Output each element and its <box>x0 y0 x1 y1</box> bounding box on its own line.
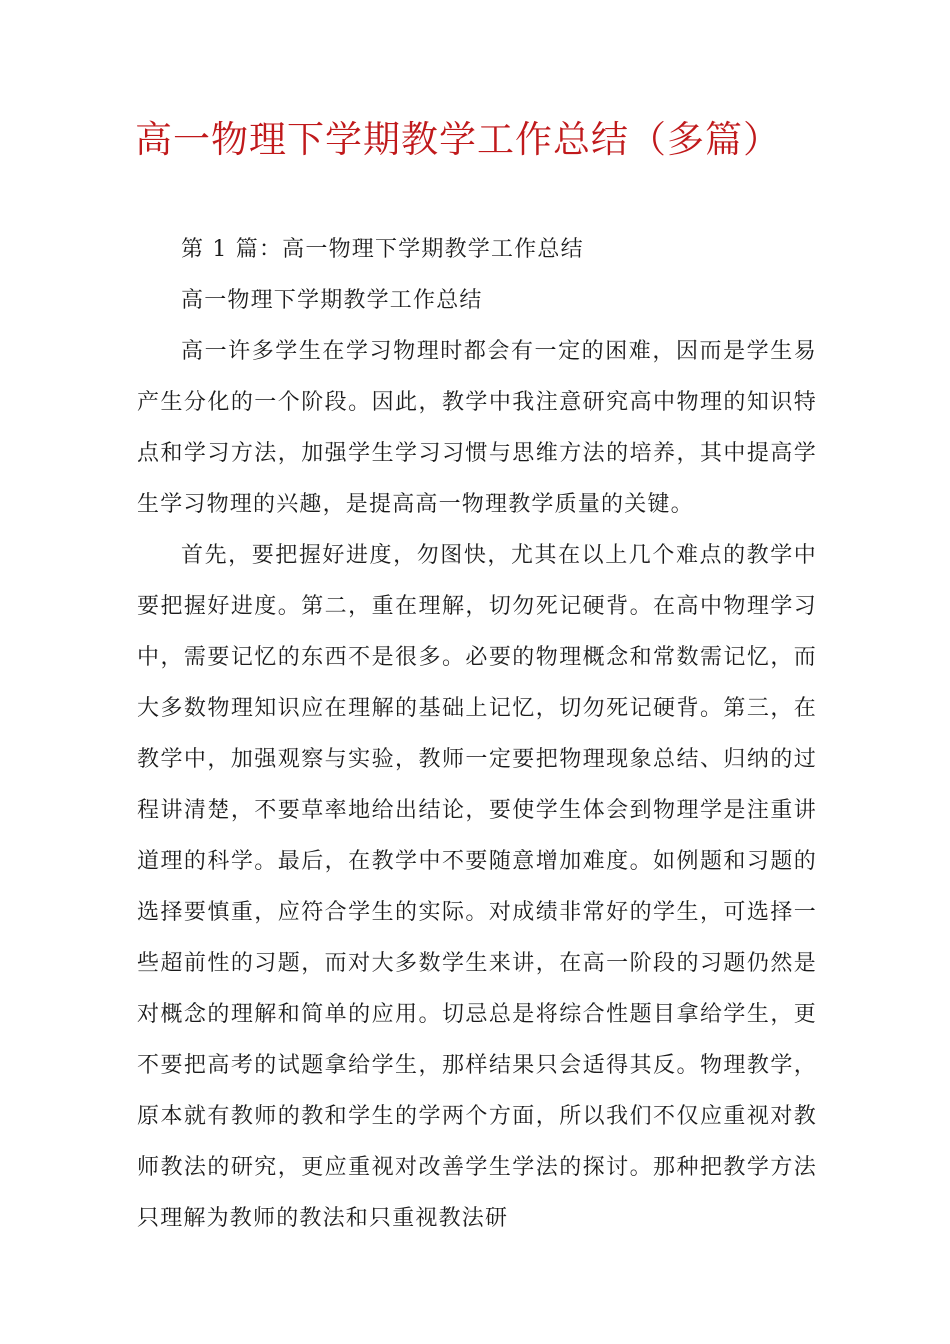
section-heading: 第 1 篇：高一物理下学期教学工作总结 <box>181 237 584 262</box>
document-title: 高一物理下学期教学工作总结（多篇） <box>135 118 781 161</box>
body-paragraph: 首先，要把握好进度，勿图快，尤其在以上几个难点的教学中要把握好进度。第二，重在理解，切勿死记硬背。在高中物理学习中，需要记忆的东西不是很多。必要的物理概念和常数需记忆，而大多数物理知识应在理解的基础上记忆，切勿死记硬背。第三，在教学中，加强观察与实验，教师一定要把物理现象总结、归纳的过程讲清楚，不要草率地给出结论，要使学生体会到物理学是注重讲道理的科学。最后，在教学中不要随意增加难度。如例题和习题的选择要慎重，应符合学生的实际。对成绩非常好的学生，可选择一些超前性的习题，而对大多数学生来讲，在高一阶段的习题仍然是对概念的理解和简单的应用。切忌总是将综合性题目拿给学生，更不要把高考的试题拿给学生，那样结果只会适得其反。物理教学，原本就有教师的教和学生的学两个方面，所以我们不仅应重视对教师教法的研究，更应重视对改善学生学法的探讨。那种把教学方法只理解为教师的教法和只重视教法研 <box>137 543 817 1231</box>
section-subtitle: 高一物理下学期教学工作总结 <box>181 288 483 313</box>
document-body <box>137 224 817 1244</box>
body-paragraph: 高一许多学生在学习物理时都会有一定的困难，因而是学生易产生分化的一个阶段。因此，教学中我注意研究高中物理的知识特点和学习方法，加强学生学习习惯与思维方法的培养，其中提高学生学习物理的兴趣，是提高高一物理教学质量的关键。 <box>137 339 817 517</box>
